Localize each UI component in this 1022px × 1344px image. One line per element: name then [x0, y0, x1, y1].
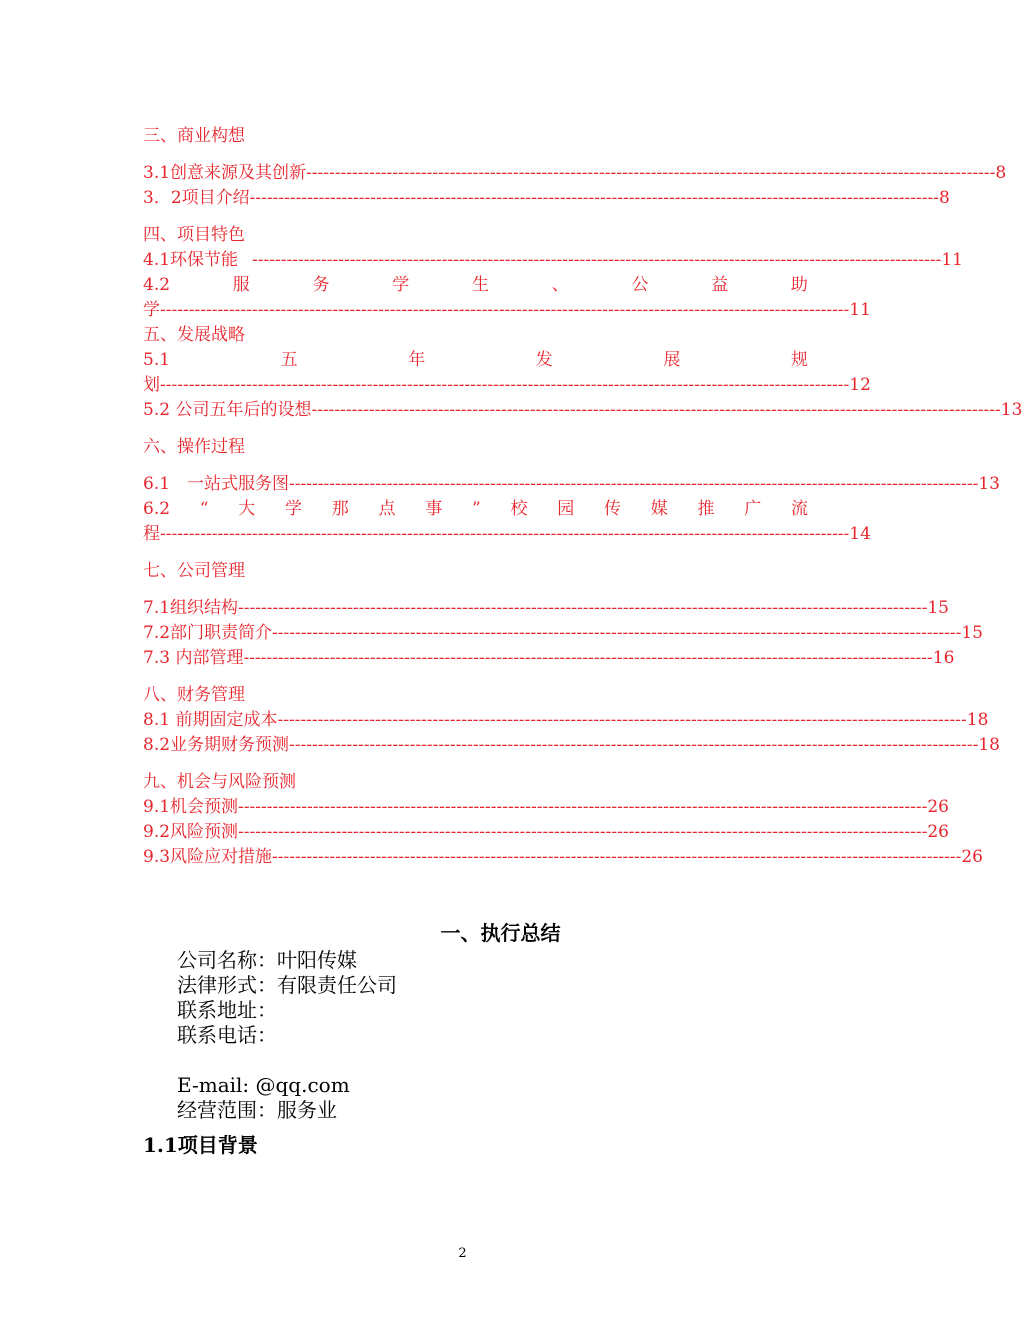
business-scope: 经营范围：服务业	[177, 1098, 337, 1122]
toc-section-8: 八、财务管理	[143, 685, 245, 705]
toc-item-6-2[interactable]	[143, 497, 808, 522]
toc-page: 18	[966, 710, 989, 730]
toc-leader: ------------------------------------------------------------------------------------------------------------------------	[252, 250, 942, 270]
toc-item-label: 9.1机会预测	[143, 797, 239, 817]
toc-item-label: 7.2部门职责简介	[143, 623, 273, 643]
toc-page: 15	[927, 598, 949, 618]
toc-section-7: 七、公司管理	[143, 561, 245, 581]
toc-item-4-2[interactable]	[143, 273, 808, 298]
toc-word: 划	[143, 375, 160, 395]
toc-item-label: 6.1 一站式服务图	[143, 474, 290, 494]
toc-item-5-2[interactable]	[143, 398, 1022, 423]
toc-word: 程	[143, 524, 160, 544]
toc-word: 4.2	[143, 275, 171, 295]
toc-word: 五	[280, 350, 298, 370]
toc-page: 12	[849, 375, 871, 395]
toc-item-7-2[interactable]	[143, 621, 983, 646]
toc-word: 公	[631, 275, 649, 295]
toc-word: 务	[312, 275, 330, 295]
toc-word: 年	[408, 350, 426, 370]
contact-email: E-mail: @qq.com	[177, 1073, 350, 1097]
toc-word: 广	[744, 499, 762, 519]
toc-page: 8	[995, 163, 1007, 183]
toc-word: 助	[790, 275, 808, 295]
toc-page: 26	[927, 797, 949, 817]
toc-leader: ------------------------------------------------------------------------------------------------------------------------	[306, 163, 996, 183]
toc-leader: ------------------------------------------------------------------------------------------------------------------------	[289, 474, 979, 494]
toc-item-label: 3.1创意来源及其创新	[143, 163, 307, 183]
toc-item-label: 8.2业务期财务预测	[143, 735, 290, 755]
toc-leader: ------------------------------------------------------------------------------------------------------------------------	[160, 300, 850, 320]
toc-item-label: 9.2风险预测	[143, 822, 239, 842]
toc-word: 事	[425, 499, 443, 519]
toc-leader: ------------------------------------------------------------------------------------------------------------------------	[311, 400, 1001, 420]
toc-leader: ------------------------------------------------------------------------------------------------------------------------	[160, 524, 850, 544]
toc-leader: ------------------------------------------------------------------------------------------------------------------------	[277, 710, 967, 730]
toc-word: 生	[471, 275, 489, 295]
toc-page: 15	[961, 623, 983, 643]
toc-item-8-2[interactable]	[143, 733, 1000, 758]
toc-leader: ------------------------------------------------------------------------------------------------------------------------	[249, 188, 939, 208]
toc-item-label: 5.2 公司五年后的设想	[143, 400, 312, 420]
executive-summary	[143, 918, 808, 1161]
sub-heading: 1.1项目背景	[143, 1133, 258, 1157]
toc-item-label: 7.3 内部管理	[143, 648, 244, 668]
toc-item-3-2[interactable]	[143, 186, 950, 211]
toc-item-9-2[interactable]	[143, 820, 949, 845]
toc-leader: ------------------------------------------------------------------------------------------------------------------------	[238, 797, 928, 817]
toc-page: 18	[978, 735, 1000, 755]
toc-item-label: 4.1环保节能	[143, 250, 239, 270]
toc-section-4: 四、项目特色	[143, 225, 245, 245]
toc-item-6-2-cont	[143, 522, 871, 547]
toc-item-9-1[interactable]	[143, 795, 949, 820]
page-number: 2	[458, 1246, 467, 1261]
toc-page: 26	[927, 822, 949, 842]
toc-word: 6.2	[143, 499, 171, 519]
blank-line	[177, 1048, 808, 1073]
toc-word: 、	[551, 275, 569, 295]
toc-page: 16	[932, 648, 955, 668]
toc-item-label: 9.3风险应对措施	[143, 847, 273, 867]
toc-word: 学	[143, 300, 160, 320]
toc-word: 大	[238, 499, 256, 519]
toc-page: 13	[978, 474, 1000, 494]
toc-page: 26	[961, 847, 983, 867]
toc-word: 服	[232, 275, 250, 295]
toc-word: 展	[663, 350, 681, 370]
toc-word: ”	[472, 499, 481, 519]
toc-word: 园	[557, 499, 575, 519]
toc-word: 传	[603, 499, 621, 519]
toc-leader: ------------------------------------------------------------------------------------------------------------------------	[160, 375, 850, 395]
contact-phone: 联系电话：	[177, 1023, 277, 1047]
toc-leader: ------------------------------------------------------------------------------------------------------------------------	[238, 822, 928, 842]
legal-form: 法律形式：有限责任公司	[177, 973, 397, 997]
toc-section-6: 六、操作过程	[143, 437, 245, 457]
toc-item-3-1[interactable]	[143, 161, 1007, 186]
toc-page: 8	[938, 188, 950, 208]
toc-word: 学	[285, 499, 302, 519]
toc-item-5-1[interactable]	[143, 348, 808, 373]
toc-section-5: 五、发展战略	[143, 325, 245, 345]
toc-word: 校	[510, 499, 528, 519]
toc-word: 规	[790, 350, 808, 370]
company-name: 公司名称：叶阳传媒	[177, 948, 357, 972]
toc-leader: ------------------------------------------------------------------------------------------------------------------------	[243, 648, 933, 668]
toc-leader: ------------------------------------------------------------------------------------------------------------------------	[289, 735, 979, 755]
toc-leader: ------------------------------------------------------------------------------------------------------------------------	[272, 847, 962, 867]
toc-leader: ------------------------------------------------------------------------------------------------------------------------	[272, 623, 962, 643]
toc-item-label: 3．2项目介绍	[143, 188, 250, 208]
toc-page: 14	[849, 524, 871, 544]
toc-item-8-1[interactable]	[143, 708, 989, 733]
toc-item-4-2-cont	[143, 298, 871, 323]
toc-word: 益	[711, 275, 729, 295]
toc-item-9-3[interactable]	[143, 845, 983, 870]
contact-address: 联系地址：	[177, 998, 277, 1022]
toc-item-6-1[interactable]	[143, 472, 1000, 497]
toc-item-7-1[interactable]	[143, 596, 949, 621]
toc-section-9: 九、机会与风险预测	[143, 772, 296, 792]
toc-word: 推	[697, 499, 715, 519]
toc-page: 11	[941, 250, 963, 270]
toc-page: 11	[849, 300, 871, 320]
toc-word: 发	[535, 350, 553, 370]
toc-item-label: 8.1 前期固定成本	[143, 710, 278, 730]
toc-page: 13	[1000, 400, 1022, 420]
toc-item-4-1[interactable]	[143, 248, 963, 273]
toc-section-3: 三、商业构想	[143, 126, 245, 146]
company-info	[143, 948, 808, 1123]
toc-word: 那	[331, 499, 349, 519]
toc-word: 点	[378, 499, 396, 519]
toc-word: 流	[790, 499, 808, 519]
toc-item-label: 7.1组织结构	[143, 598, 239, 618]
toc-word: 学	[392, 275, 410, 295]
toc-word: “	[199, 499, 209, 519]
toc-word: 媒	[650, 499, 668, 519]
toc-leader: ------------------------------------------------------------------------------------------------------------------------	[238, 598, 928, 618]
toc-item-7-3[interactable]	[143, 646, 955, 671]
table-of-contents	[143, 124, 1022, 870]
toc-item-5-1-cont	[143, 373, 871, 398]
toc-word: 5.1	[143, 350, 171, 370]
section-heading: 一、执行总结	[440, 921, 561, 945]
